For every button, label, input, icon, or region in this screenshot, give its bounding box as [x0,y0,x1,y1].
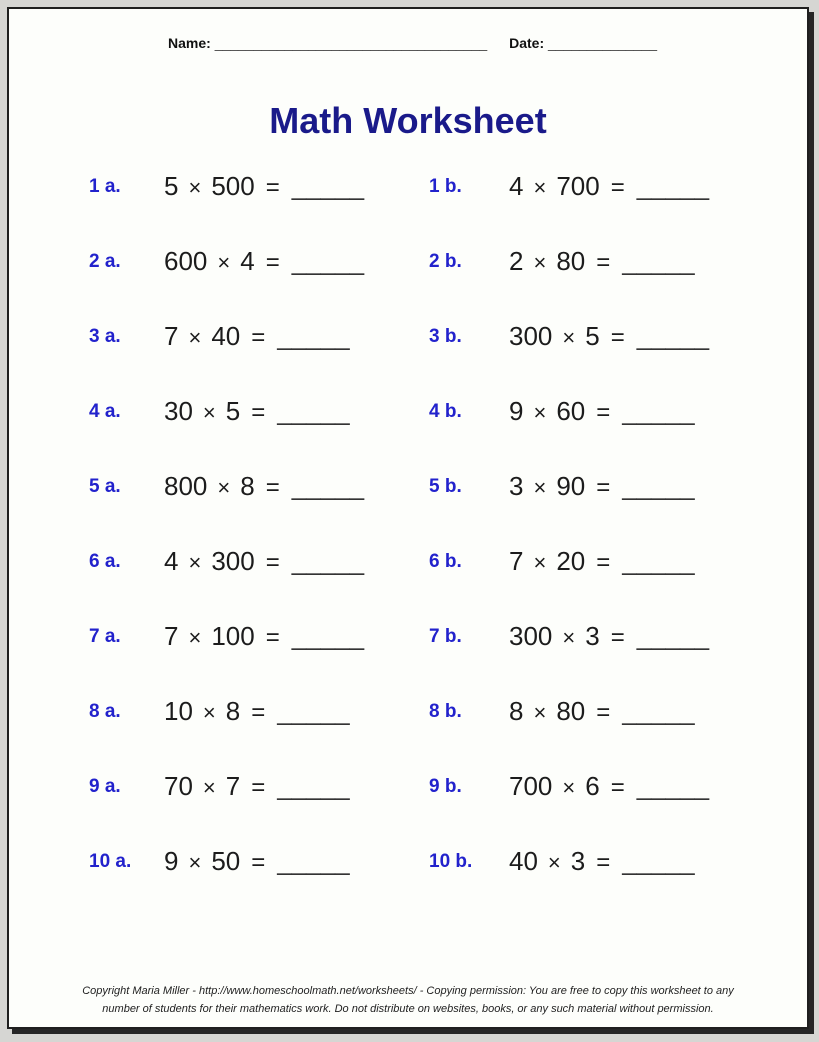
factor1: 30 [164,396,193,426]
multiply-symbol: × [188,625,202,650]
multiply-symbol: × [547,850,561,875]
factor1: 2 [509,246,524,276]
problem-label-b: 5 b. [429,475,462,497]
equation-a [164,396,429,427]
answer-blank: _____ [291,246,365,276]
factor2: 100 [211,621,255,651]
factor1: 9 [164,846,179,876]
problem-label-a: 1 a. [89,175,121,197]
factor1: 5 [164,171,179,201]
factor2: 5 [225,396,241,426]
multiply-symbol: × [533,250,547,275]
problem-label-a: 7 a. [89,625,121,647]
equals-symbol: = [596,399,611,426]
factor2: 8 [240,471,255,501]
answer-blank: _____ [291,171,365,201]
answer-blank: _____ [636,321,710,351]
equals-symbol: = [265,249,280,276]
factor1: 40 [509,846,538,876]
multiply-symbol: × [533,700,547,725]
factor2: 500 [211,171,255,201]
problem-label-a: 6 a. [89,550,121,572]
factor1: 600 [164,246,208,276]
problem-row [89,524,807,599]
name-label: Name: [168,35,211,51]
factor2: 50 [211,846,241,876]
multiply-symbol: × [533,475,547,500]
equals-symbol: = [596,699,611,726]
equals-symbol: = [610,624,625,651]
equation-a [164,471,429,502]
date-write-line: ______________ [548,35,658,51]
problem-label-b: 3 b. [429,325,462,347]
problem-row [89,374,807,449]
equation-b [509,471,807,502]
worksheet-page [7,7,809,1029]
answer-blank: _____ [622,246,695,276]
name-write-line: ___________________________________ [214,35,488,51]
problem-row [89,749,807,824]
equals-symbol: = [265,624,280,651]
problem-label-b: 7 b. [429,625,462,647]
multiply-symbol: × [562,625,576,650]
multiply-symbol: × [217,475,231,500]
equals-symbol: = [610,324,625,351]
copyright-footer [9,983,807,1018]
equals-symbol: = [596,549,611,576]
answer-blank: _____ [636,171,710,201]
factor2: 80 [556,246,586,276]
factor2: 7 [225,771,241,801]
problem-label-a: 5 a. [89,475,121,497]
factor1: 9 [509,396,524,426]
factor1: 700 [509,771,553,801]
multiply-symbol: × [217,250,231,275]
answer-blank: _____ [291,546,365,576]
equation-b [509,696,807,727]
equals-symbol: = [251,324,266,351]
factor1: 4 [164,546,179,576]
equals-symbol: = [265,174,280,201]
problem-label-b: 10 b. [429,850,473,872]
multiply-symbol: × [202,400,216,425]
multiply-symbol: × [188,850,202,875]
factor2: 6 [585,771,600,801]
problem-label-b: 1 b. [429,175,462,197]
equation-b [509,621,807,652]
answer-blank: _____ [622,846,695,876]
factor2: 40 [211,321,241,351]
problem-row [89,299,807,374]
copyright-line-1: Copyright Maria Miller - http://www.homeschoolmath.net/worksheets/ - Copying permission: You are free to copy this worksheet to any [82,985,734,997]
factor2: 3 [585,621,600,651]
equation-a [164,246,429,277]
factor2: 700 [556,171,600,201]
problem-row [89,224,807,299]
multiply-symbol: × [188,325,202,350]
factor2: 8 [225,696,241,726]
equals-symbol: = [251,774,266,801]
date-label: Date: [509,35,545,51]
factor1: 10 [164,696,193,726]
problem-label-b: 6 b. [429,550,462,572]
answer-blank: _____ [636,621,710,651]
equation-a [164,696,429,727]
equals-symbol: = [265,474,280,501]
answer-blank: _____ [291,621,365,651]
problem-label-a: 3 a. [89,325,121,347]
equation-a [164,171,429,202]
factor2: 60 [556,396,586,426]
factor1: 7 [164,321,179,351]
multiply-symbol: × [533,550,547,575]
equation-a [164,621,429,652]
factor2: 90 [556,471,586,501]
answer-blank: _____ [277,771,350,801]
equation-b [509,246,807,277]
multiply-symbol: × [562,775,576,800]
answer-blank: _____ [636,771,710,801]
multiply-symbol: × [562,325,576,350]
multiply-symbol: × [202,775,216,800]
factor1: 70 [164,771,193,801]
equals-symbol: = [596,474,611,501]
factor2: 80 [556,696,586,726]
factor1: 3 [509,471,524,501]
multiply-symbol: × [533,400,547,425]
answer-blank: _____ [277,321,350,351]
equation-a [164,846,429,877]
problem-row [89,449,807,524]
multiply-symbol: × [202,700,216,725]
factor1: 300 [509,621,553,651]
factor2: 4 [240,246,255,276]
factor2: 5 [585,321,600,351]
problem-label-a: 9 a. [89,775,121,797]
answer-blank: _____ [622,696,695,726]
multiply-symbol: × [188,550,202,575]
answer-blank: _____ [291,471,365,501]
equation-b [509,846,807,877]
equation-b [509,171,807,202]
equation-a [164,546,429,577]
factor2: 300 [211,546,255,576]
problem-label-b: 2 b. [429,250,462,272]
equals-symbol: = [610,174,625,201]
equals-symbol: = [596,849,611,876]
factor1: 8 [509,696,524,726]
problems-list [9,149,807,899]
multiply-symbol: × [533,175,547,200]
copyright-line-2: number of students for their mathematics work. Do not distribute on websites, books, or any such material without permission. [102,1002,714,1015]
problem-label-a: 4 a. [89,400,121,422]
factor1: 7 [509,546,524,576]
problem-row [89,599,807,674]
equation-a [164,321,429,352]
name-date-header [168,9,807,51]
problem-label-b: 4 b. [429,400,462,422]
problem-label-b: 8 b. [429,700,462,722]
page-title: Math Worksheet [269,100,547,141]
equals-symbol: = [265,549,280,576]
equals-symbol: = [251,399,266,426]
factor1: 4 [509,171,524,201]
factor1: 800 [164,471,208,501]
problem-label-a: 2 a. [89,250,121,272]
factor2: 20 [556,546,586,576]
multiply-symbol: × [188,175,202,200]
problem-label-b: 9 b. [429,775,462,797]
answer-blank: _____ [622,396,695,426]
equation-b [509,771,807,802]
factor1: 300 [509,321,553,351]
equation-b [509,396,807,427]
problem-row [89,149,807,224]
factor1: 7 [164,621,179,651]
factor2: 3 [570,846,586,876]
equals-symbol: = [596,249,611,276]
equation-a [164,771,429,802]
problem-row [89,824,807,899]
problem-label-a: 8 a. [89,700,121,722]
answer-blank: _____ [277,696,350,726]
answer-blank: _____ [622,471,695,501]
answer-blank: _____ [622,546,695,576]
equals-symbol: = [610,774,625,801]
equals-symbol: = [251,849,266,876]
equation-b [509,546,807,577]
problem-row [89,674,807,749]
equals-symbol: = [251,699,266,726]
answer-blank: _____ [277,396,350,426]
problem-label-a: 10 a. [89,850,132,872]
answer-blank: _____ [277,846,350,876]
equation-b [509,321,807,352]
